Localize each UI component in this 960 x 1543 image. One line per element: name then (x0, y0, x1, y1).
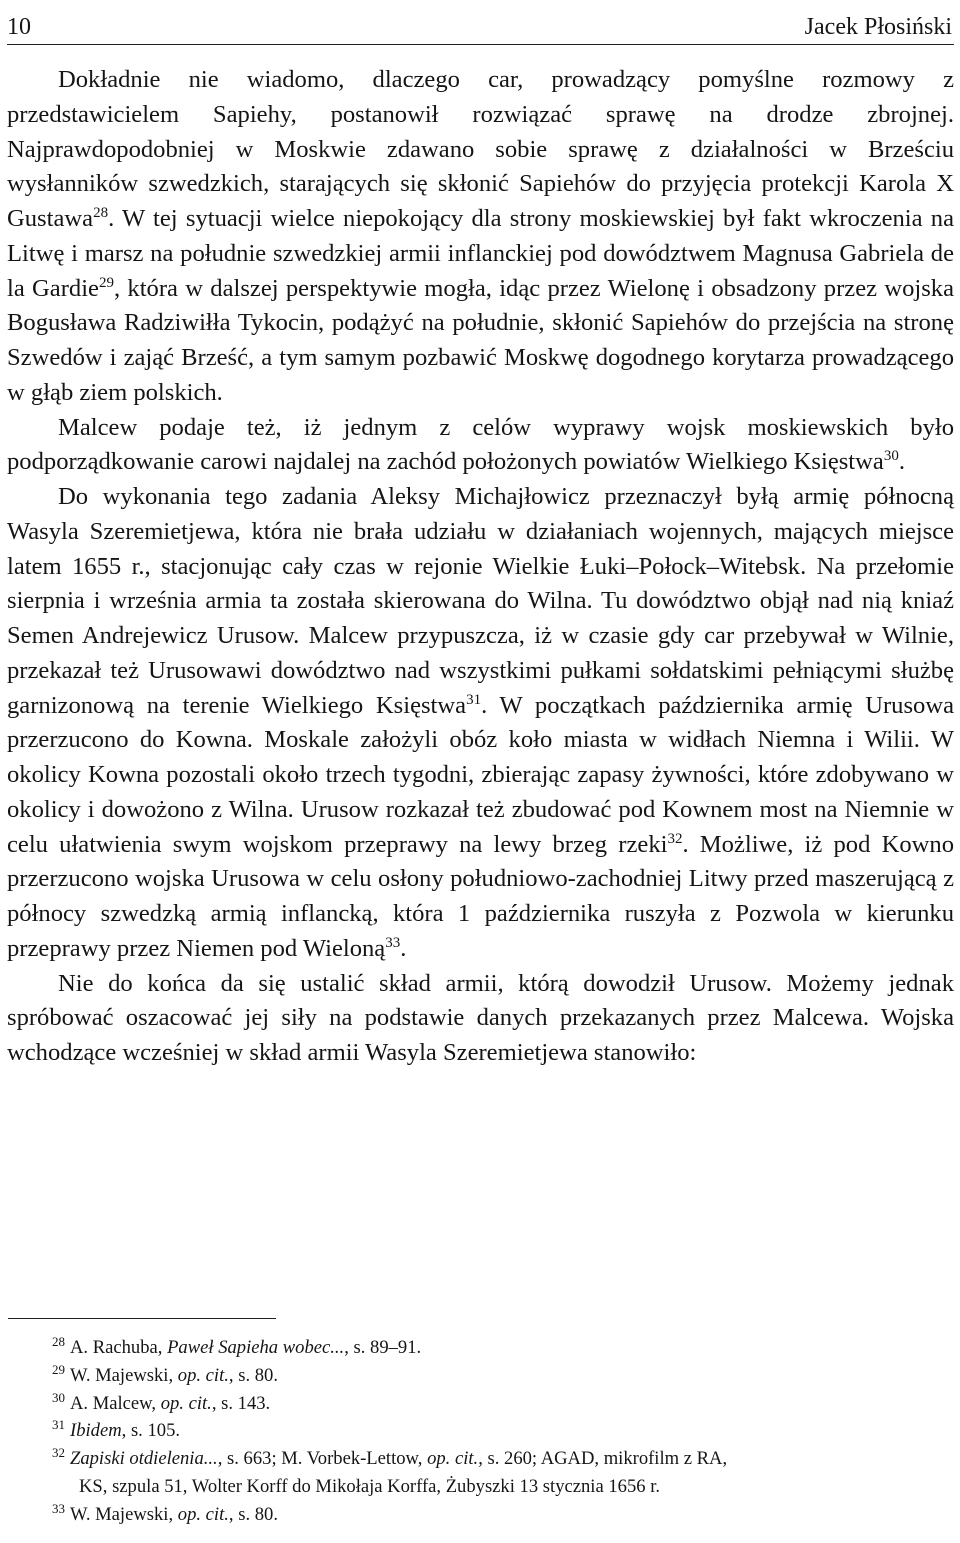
text-run: Nie do końca da się ustalić skład armii, którą dowodził Urusow. Możemy jednak spróbować oszacować jej siły na podstawie danych przekazanych przez Malcewa. Wojska wchodzące wcześniej w skład armii Wasyla Szeremietjewa stanowiło: (7, 969, 954, 1066)
footnote-number: 28 (52, 1334, 65, 1349)
footnote-reference: 29 (98, 274, 114, 291)
footnote (52, 1445, 952, 1473)
footnote-number: 33 (52, 1500, 65, 1516)
text-run: W. Majewski, (70, 1364, 178, 1386)
page-header (7, 12, 954, 45)
footnote-number: 31 (52, 1417, 65, 1433)
text-run: , s. 80. (228, 1503, 278, 1525)
footnotes (52, 1334, 952, 1529)
text-run: . (400, 934, 407, 962)
footnote (52, 1334, 952, 1362)
text-run: . W początkach października armię Urusowa przerzucono do Kowna. Moskale założyli obóz koło miasta w widłach Niemna i Wilii. W okolicy Kowna pozostali około trzech tygodni, zbierając zapasy żywności, które zdobywano w okolicy i dowożono z Wilna. Urusow rozkazał też zbudować pod Kownem most na Niemnie w celu ułatwienia swym wojskom przeprawy na lewy brzeg rzeki (7, 691, 954, 858)
italic-title: Paweł Sapieha wobec... (167, 1337, 345, 1358)
text-run: A. Malcew, (70, 1392, 161, 1414)
footnote (52, 1390, 952, 1418)
italic-title: op. cit. (177, 1503, 229, 1525)
footnote-reference: 30 (883, 448, 899, 465)
footnote-reference: 33 (385, 934, 401, 951)
running-head-author: Jacek Płosiński (804, 14, 952, 40)
text-run: . (898, 448, 905, 476)
text-run: A. Rachuba, (70, 1337, 168, 1358)
italic-title: op. cit. (427, 1448, 479, 1470)
footnote-reference: 28 (93, 205, 109, 221)
text-run: . W tej sytuacji wielce niepokojący dla strony moskiewskiej był fakt wkroczenia na Litwę i marsz na południe szwedzkiej armii inflanckiej pod dowództwem Magnusa Gabriela de la Gardie (7, 205, 954, 302)
paragraph (7, 480, 954, 967)
text-run: Malcew podaje też, iż jednym z celów wyprawy wojsk moskiewskich było podporządkowanie carowi najdalej na zachód położonych powiatów Wielkiego Księstwa (7, 413, 954, 476)
italic-title: op. cit. (177, 1364, 229, 1386)
text-run: , s. 89–91. (344, 1337, 422, 1358)
text-run: Dokładnie nie wiadomo, dlaczego car, prowadzący pomyślne rozmowy z przedstawicielem Sapiehy, postanowił rozwiązać sprawę na drodze zbrojnej. Najprawdopodobniej w Moskwie zdawano sobie sprawę z działalności w Brześciu wysłanników szwedzkich, starających się skłonić Sapiehów do przyjęcia protekcji Karola X Gustawa (7, 66, 954, 232)
text-run: W. Majewski, (70, 1503, 178, 1525)
paragraph (7, 967, 954, 1071)
footnote (52, 1362, 952, 1390)
text-run: , która w dalszej perspektywie mogła, idąc przez Wielonę i obsadzony przez wojska Bogusława Radziwiłła Tykocin, podążyć na południe, skłonić Sapiehów do przejścia na stronę Szwedów i zająć Brześć, a tym samym pozbawić Moskwę dogodnego korytarza prowadzącego w głąb ziem polskich. (7, 274, 955, 406)
footnote-number: 30 (52, 1389, 65, 1405)
footnote (52, 1417, 952, 1445)
text-run: , s. 143. (211, 1392, 271, 1414)
footnote (52, 1501, 952, 1529)
text-run: , s. 663; M. Vorbek-Lettow, (217, 1448, 428, 1470)
paragraph (7, 63, 954, 411)
text-run: . Możliwe, iż pod Kowno przerzucono wojska Urusowa w celu osłony południowo-zachodniej Litwy przed maszerującą z północy szwedzką armią inflancką, która 1 października ruszyła z Pozwola w kierunku przeprawy przez Niemen pod Wieloną (7, 830, 954, 962)
text-run: , s. 260; AGAD, mikrofilm z RA, (478, 1448, 728, 1470)
italic-title: Ibidem (70, 1420, 122, 1442)
footnote-continuation: KS, szpula 51, Wolter Korff do Mikołaja Korffa, Żubyszki 13 stycznia 1656 r. (79, 1475, 661, 1497)
body-text (7, 63, 954, 1071)
footnote-number: 32 (52, 1445, 65, 1461)
text-run: , s. 80. (228, 1364, 278, 1386)
italic-title: op. cit. (160, 1392, 212, 1414)
text-run: , s. 105. (121, 1420, 181, 1442)
footnote-reference: 32 (667, 830, 683, 847)
footnote-number: 29 (52, 1361, 65, 1377)
text-run: Do wykonania tego zadania Aleksy Michajłowicz przeznaczył byłą armię północną Wasyla Szeremietjewa, która nie brała udziału w działaniach wojennych, mających miejsce latem 1655 r., stacjonując cały czas w rejonie Wielkie Łuki–Połock–Witebsk. Na przełomie sierpnia i września armia ta została skierowana do Wilna. Tu dowództwo objął nad nią kniaź Semen Andrejewicz Urusow. Malcew przypuszcza, iż w czasie gdy car przebywał w Wilnie, przekazał też Urusowawi dowództwo nad wszystkimi pułkami sołdatskimi pełniącymi służbę garnizonową na terenie Wielkiego Księstwa (7, 483, 954, 719)
footnote-separator (8, 1318, 276, 1319)
paragraph (7, 411, 954, 481)
page-number: 10 (7, 14, 31, 40)
footnote-reference: 31 (466, 691, 482, 708)
italic-title: Zapiski otdielenia... (70, 1448, 218, 1470)
